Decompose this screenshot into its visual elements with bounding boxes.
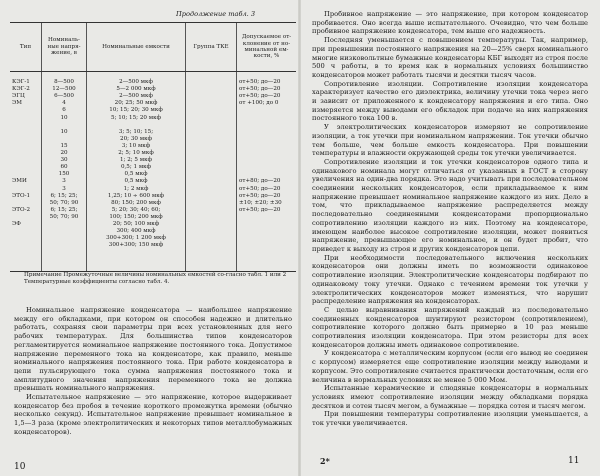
cell-capacitance	[87, 264, 186, 272]
cell-tolerance	[237, 164, 297, 171]
cell-type: ЭГЦ	[12, 93, 25, 100]
paragraph: Испытанные керамические и слюдяные конденсаторы в нормальных условиях имеют сопротивление изоляции между обкладками порядка десятков и сотен тысяч мегом, а бумажные — порядка сотен и тысяч мегом.	[312, 384, 588, 410]
cell-capacitance: 1; 2 мкф	[87, 186, 186, 193]
cell-tke-group	[186, 115, 237, 122]
cell-capacitance: 100; 150; 200 мкф	[87, 214, 186, 221]
cell-tolerance	[237, 150, 297, 157]
cell-tolerance	[237, 235, 297, 242]
cell-tke-group	[186, 171, 237, 178]
table-note: Примечание Промежуточные величины номинальных емкостей со-гласно табл. 1 или 2	[24, 272, 287, 278]
table-row	[10, 107, 296, 114]
cell-voltage	[42, 221, 87, 228]
cell-voltage: 8—500	[42, 79, 87, 86]
cell-voltage: 20	[42, 150, 87, 157]
cell-tolerance: от+50; до—20	[237, 186, 297, 193]
cell-type	[10, 256, 42, 263]
cell-tolerance	[237, 249, 297, 256]
cell-tolerance	[237, 264, 297, 272]
cell-capacitance: 20; 25; 50 мкф	[87, 100, 186, 107]
header-tke-group: Группа ТКЕ	[186, 23, 237, 72]
cell-tke-group	[186, 256, 237, 263]
cell-capacitance: 0,5 мкф	[87, 178, 186, 185]
cell-capacitance: 0,5 мкф	[87, 171, 186, 178]
left-body-text	[14, 306, 292, 437]
cell-tke-group	[186, 164, 237, 171]
cell-type	[10, 214, 42, 221]
page-number: 10	[14, 462, 26, 472]
paragraph: С целью выравнивания напряжений каждый из последовательно соединенных конденсаторов шунтируют резистором (сопротивлением), сопротивление которого должно быть примерно в 10 раз меньше сопротивления изоляции конденсатора. При этом резисторы для всех конденсаторов должны иметь одинаковое сопротивление.	[312, 305, 588, 349]
cell-tke-group	[186, 207, 237, 214]
table-row	[10, 178, 296, 185]
table-row	[10, 256, 296, 263]
cell-type	[10, 242, 42, 249]
table-header-row	[10, 23, 296, 72]
table-body	[10, 72, 296, 272]
cell-tke-group	[186, 79, 237, 86]
table-row	[10, 242, 296, 249]
cell-type	[10, 228, 42, 235]
cell-voltage: 6—500	[42, 93, 87, 100]
cell-type	[10, 164, 42, 171]
cell-tke-group	[186, 214, 237, 221]
cell-type	[10, 200, 42, 207]
table-row	[10, 86, 296, 93]
cell-tolerance	[237, 136, 297, 143]
cell-voltage: 4	[42, 100, 87, 107]
table-notes	[14, 272, 294, 286]
paragraph: У конденсатора с металлическим корпусом (если его вывод не соединен с корпусом) измеряется еще сопротивление изоляции между выводами и корпусом. Это сопротивление считается практически достаточным, если его величина в нормальных условиях не менее 5 000 Мом.	[312, 349, 588, 384]
cell-capacitance: 0,5; 1 мкф	[87, 164, 186, 171]
cell-tolerance: от+50; до—20	[237, 193, 297, 200]
cell-tolerance	[237, 143, 297, 150]
table-continuation-caption: Продолжение табл. 3	[176, 10, 256, 18]
cell-type	[10, 157, 42, 164]
cell-voltage	[42, 72, 87, 80]
cell-tolerance: от+50; до—20	[237, 86, 297, 93]
cell-tolerance	[237, 242, 297, 249]
cell-capacitance	[87, 122, 186, 129]
cell-capacitance: 2—500 мкф	[87, 93, 186, 100]
cell-capacitance: 5; 20; 30; 40; 60;	[87, 207, 186, 214]
cell-type: ЭТО-1	[12, 192, 31, 199]
cell-type	[10, 143, 42, 150]
paragraph: Испытательное напряжение — это напряжение, которое выдерживает конденсатор без пробоя в течение короткого промежутка времени (обычно несколько секунд). Испытательное напряжение превышает номинальное в 1,5—3 раза (кроме электролитических и некоторых типов металлобумажных конденсаторов).	[14, 393, 292, 436]
cell-voltage	[42, 249, 87, 256]
cell-voltage: 6	[42, 107, 87, 114]
cell-type	[10, 107, 42, 114]
cell-capacitance: 10; 15; 20; 30 мкф	[87, 107, 186, 114]
cell-tke-group	[186, 93, 237, 100]
cell-tke-group	[186, 242, 237, 249]
table-row	[10, 214, 296, 221]
cell-type: ЭФ	[12, 220, 21, 227]
cell-voltage: 150	[42, 171, 87, 178]
cell-type	[10, 150, 42, 157]
cell-type: ЭМИ	[12, 178, 27, 185]
cell-voltage	[42, 242, 87, 249]
cell-capacitance: 5; 10; 15; 20 мкф	[87, 115, 186, 122]
header-tolerance: Допускаемое от-клонение от но-минальной ем-кости, %	[237, 23, 297, 72]
cell-tke-group	[186, 143, 237, 150]
cell-type: КЭГ-1	[12, 79, 30, 86]
cell-capacitance: 300; 400 мкф	[87, 228, 186, 235]
cell-tolerance: от+50; до—20	[237, 207, 297, 214]
cell-capacitance	[87, 249, 186, 256]
cell-tke-group	[186, 193, 237, 200]
cell-tke-group	[186, 200, 237, 207]
cell-tke-group	[186, 100, 237, 107]
cell-tke-group	[186, 107, 237, 114]
table-row	[10, 72, 296, 80]
signature-mark: 2*	[320, 456, 330, 466]
right-body-text	[312, 10, 588, 428]
table-row	[10, 264, 296, 272]
cell-type	[10, 171, 42, 178]
cell-tke-group	[186, 86, 237, 93]
cell-type	[10, 264, 42, 272]
cell-tolerance	[237, 171, 297, 178]
paragraph: У электролитических конденсаторов измеряют не сопротивление изоляции, а ток утечки при номинальном напряжении. Ток утечки обычно тем больше, чем больше емкость конденсатора. При повышении температуры и влажности окружающей среды ток утечки увеличивается.	[312, 123, 588, 158]
cell-voltage	[42, 235, 87, 242]
page-number: 11	[568, 456, 580, 466]
cell-capacitance	[87, 256, 186, 263]
cell-voltage: 6; 15; 25;	[42, 193, 87, 200]
cell-tke-group	[186, 186, 237, 193]
cell-tolerance: ±10; ±20; ±30	[237, 200, 297, 207]
cell-type	[10, 129, 42, 136]
cell-tolerance	[237, 115, 297, 122]
cell-tke-group	[186, 228, 237, 235]
cell-capacitance: 2; 5; 10 мкф	[87, 150, 186, 157]
cell-capacitance: 300+300; 1 200 мкф	[87, 235, 186, 242]
cell-tke-group	[186, 235, 237, 242]
cell-voltage: 6; 15; 25;	[42, 207, 87, 214]
table-row	[10, 249, 296, 256]
cell-type: ЭТО-2	[12, 206, 31, 213]
cell-voltage	[42, 122, 87, 129]
cell-tolerance	[237, 107, 297, 114]
table-row	[10, 157, 296, 164]
cell-capacitance: 2—500 мкф	[87, 79, 186, 86]
cell-type: КЭГ-2	[12, 86, 30, 93]
cell-tke-group	[186, 129, 237, 136]
cell-tolerance	[237, 214, 297, 221]
paragraph: Номинальное напряжение конденсатора — наибольшее напряжение между его обкладками, при котором он способен надежно и длительно работать, сохраняя свои параметры при всех установленных для него рабочих температурах. Для большинства типов конденсаторов регламентируется номинальное напряжение постоянного тока. Допустимое напряжение переменного тока на конденсаторе, как правило, меньше номинального напряжения постоянного тока. При работе конденсатора в цепи пульсирующего тока сумма напряжения постоянного тока и амплитудного значения напряжения переменного тока не должна превышать номинального напряжения.	[14, 306, 292, 393]
cell-type	[10, 122, 42, 129]
cell-capacitance: 1; 2; 5 мкф	[87, 157, 186, 164]
paragraph: Сопротивление изоляции и ток утечки конденсаторов одного типа и одинакового номинала могут отличаться от указанных в ГОСТ в сторону увеличения на один-два порядка. Это надо учитывать при последовательном соединении нескольких конденсаторов, если прикладываемое к ним напряжение превышает номинальное напряжение каждого из них. Дело в том, что прикладываемое напряжение распределяется между последовательно соединенными конденсаторами пропорционально сопротивлению изоляции каждого из них. Поэтому на конденсаторе, имеющем наиболее высокое сопротивление изоляции, может появиться напряжение, превышающее его номинальное, и он будет пробит, что приведет к выходу из строя и других конденсаторов цепи.	[312, 157, 588, 253]
cell-type	[10, 72, 42, 80]
table-row	[10, 122, 296, 129]
cell-voltage: 60	[42, 164, 87, 171]
cell-tolerance: от+50; до—20	[237, 93, 297, 100]
cell-type	[10, 115, 42, 122]
table-row	[10, 129, 296, 136]
table-row	[10, 136, 296, 143]
cell-type	[10, 186, 42, 193]
cell-tolerance: от+80; до—20	[237, 178, 297, 185]
cell-tolerance	[237, 72, 297, 80]
cell-voltage	[42, 256, 87, 263]
table-row	[10, 150, 296, 157]
cell-tke-group	[186, 221, 237, 228]
cell-voltage: 50; 70; 90	[42, 214, 87, 221]
cell-capacitance: 20; 50; 100 мкф	[87, 221, 186, 228]
cell-tolerance	[237, 157, 297, 164]
cell-type	[10, 235, 42, 242]
paragraph: При повышении температуры сопротивление изоляции уменьшается, а ток утечки увеличивается.	[312, 410, 588, 428]
table-note: Температурные коэффициенты согласно табл. 4.	[24, 279, 170, 285]
cell-voltage: 50; 70; 90	[42, 200, 87, 207]
cell-tke-group	[186, 264, 237, 272]
cell-voltage: 3	[42, 186, 87, 193]
cell-type	[10, 249, 42, 256]
cell-tolerance	[237, 228, 297, 235]
cell-capacitance: 80; 150; 200 мкф	[87, 200, 186, 207]
cell-voltage: 10	[42, 115, 87, 122]
cell-capacitance: 3; 10 мкф	[87, 143, 186, 150]
cell-tke-group	[186, 72, 237, 80]
cell-voltage: 12—500	[42, 86, 87, 93]
cell-capacitance: 1,25; 10 ÷ 600 мкф	[87, 193, 186, 200]
table-row	[10, 115, 296, 122]
cell-tolerance: от +100; до 0	[237, 100, 297, 107]
table-row	[10, 193, 296, 200]
cell-tke-group	[186, 122, 237, 129]
cell-tolerance	[237, 122, 297, 129]
cell-tke-group	[186, 249, 237, 256]
cell-voltage	[42, 136, 87, 143]
paragraph: Сопротивление изоляции. Сопротивление изоляции конденсатора характеризует качество его диэлектрика, величину утечки тока через него и зависит от приложенного к конденсатору напряжения и его типа. Оно измеряется между выводами его обкладок при подаче на них напряжения постоянного тока 100 в.	[312, 79, 588, 123]
table-row	[10, 221, 296, 228]
capacitor-table	[10, 22, 296, 272]
cell-voltage	[42, 228, 87, 235]
cell-tolerance	[237, 129, 297, 136]
cell-tolerance	[237, 256, 297, 263]
header-capacitance: Номинальные емкости	[87, 23, 186, 72]
cell-capacitance: 3; 5; 10; 15;	[87, 129, 186, 136]
paragraph: Последняя уменьшается с повышением температуры. Так, например, при превышении постоянного напряжения на 20—25% сверх номинального многие низковольтные бумажные конденсаторы КБГ выходят из строя после 500 ч работы, в то время как в нормальных условиях большинство конденсаторов может работать тысячи и десятки тысяч часов.	[312, 36, 588, 79]
cell-tke-group	[186, 157, 237, 164]
cell-tolerance	[237, 221, 297, 228]
cell-capacitance	[87, 72, 186, 80]
cell-type: ЭМ	[12, 100, 23, 107]
table-row	[10, 200, 296, 207]
cell-type	[10, 136, 42, 143]
paragraph: Пробивное напряжение — это напряжение, при котором конденсатор пробивается. Оно всегда выше испытательного. Очевидно, что чем больше пробивное напряжение конденсатора, тем выше его надежность.	[312, 10, 588, 36]
paragraph: При необходимости последовательного включения нескольких конденсаторов они должны иметь по возможности одинаковое сопротивление изоляции. Электролитические конденсаторы подбирают по одинаковому току утечки. Однако с течением времени ток утечки у электролитических конденсаторов может изменяться, что нарушит распределение напряжения на конденсаторах.	[312, 253, 588, 306]
right-page	[300, 0, 600, 476]
table-row	[10, 186, 296, 193]
table-row	[10, 207, 296, 214]
cell-capacitance: 20; 30 мкф	[87, 136, 186, 143]
cell-capacitance: 300+300; 150 мкф	[87, 242, 186, 249]
cell-tolerance: от+50; до—20	[237, 79, 297, 86]
cell-voltage: 30	[42, 157, 87, 164]
cell-tke-group	[186, 150, 237, 157]
cell-tke-group	[186, 136, 237, 143]
cell-voltage: 3	[42, 178, 87, 185]
cell-capacitance: 5—2 000 мкф	[87, 86, 186, 93]
table-row	[10, 171, 296, 178]
header-type: Тип	[10, 23, 42, 72]
cell-voltage: 15	[42, 143, 87, 150]
cell-voltage: 10	[42, 129, 87, 136]
cell-tke-group	[186, 178, 237, 185]
table-row	[10, 143, 296, 150]
table-row	[10, 164, 296, 171]
header-voltage: Номиналь-ные напря-жение, в	[42, 23, 87, 72]
cell-voltage	[42, 264, 87, 272]
